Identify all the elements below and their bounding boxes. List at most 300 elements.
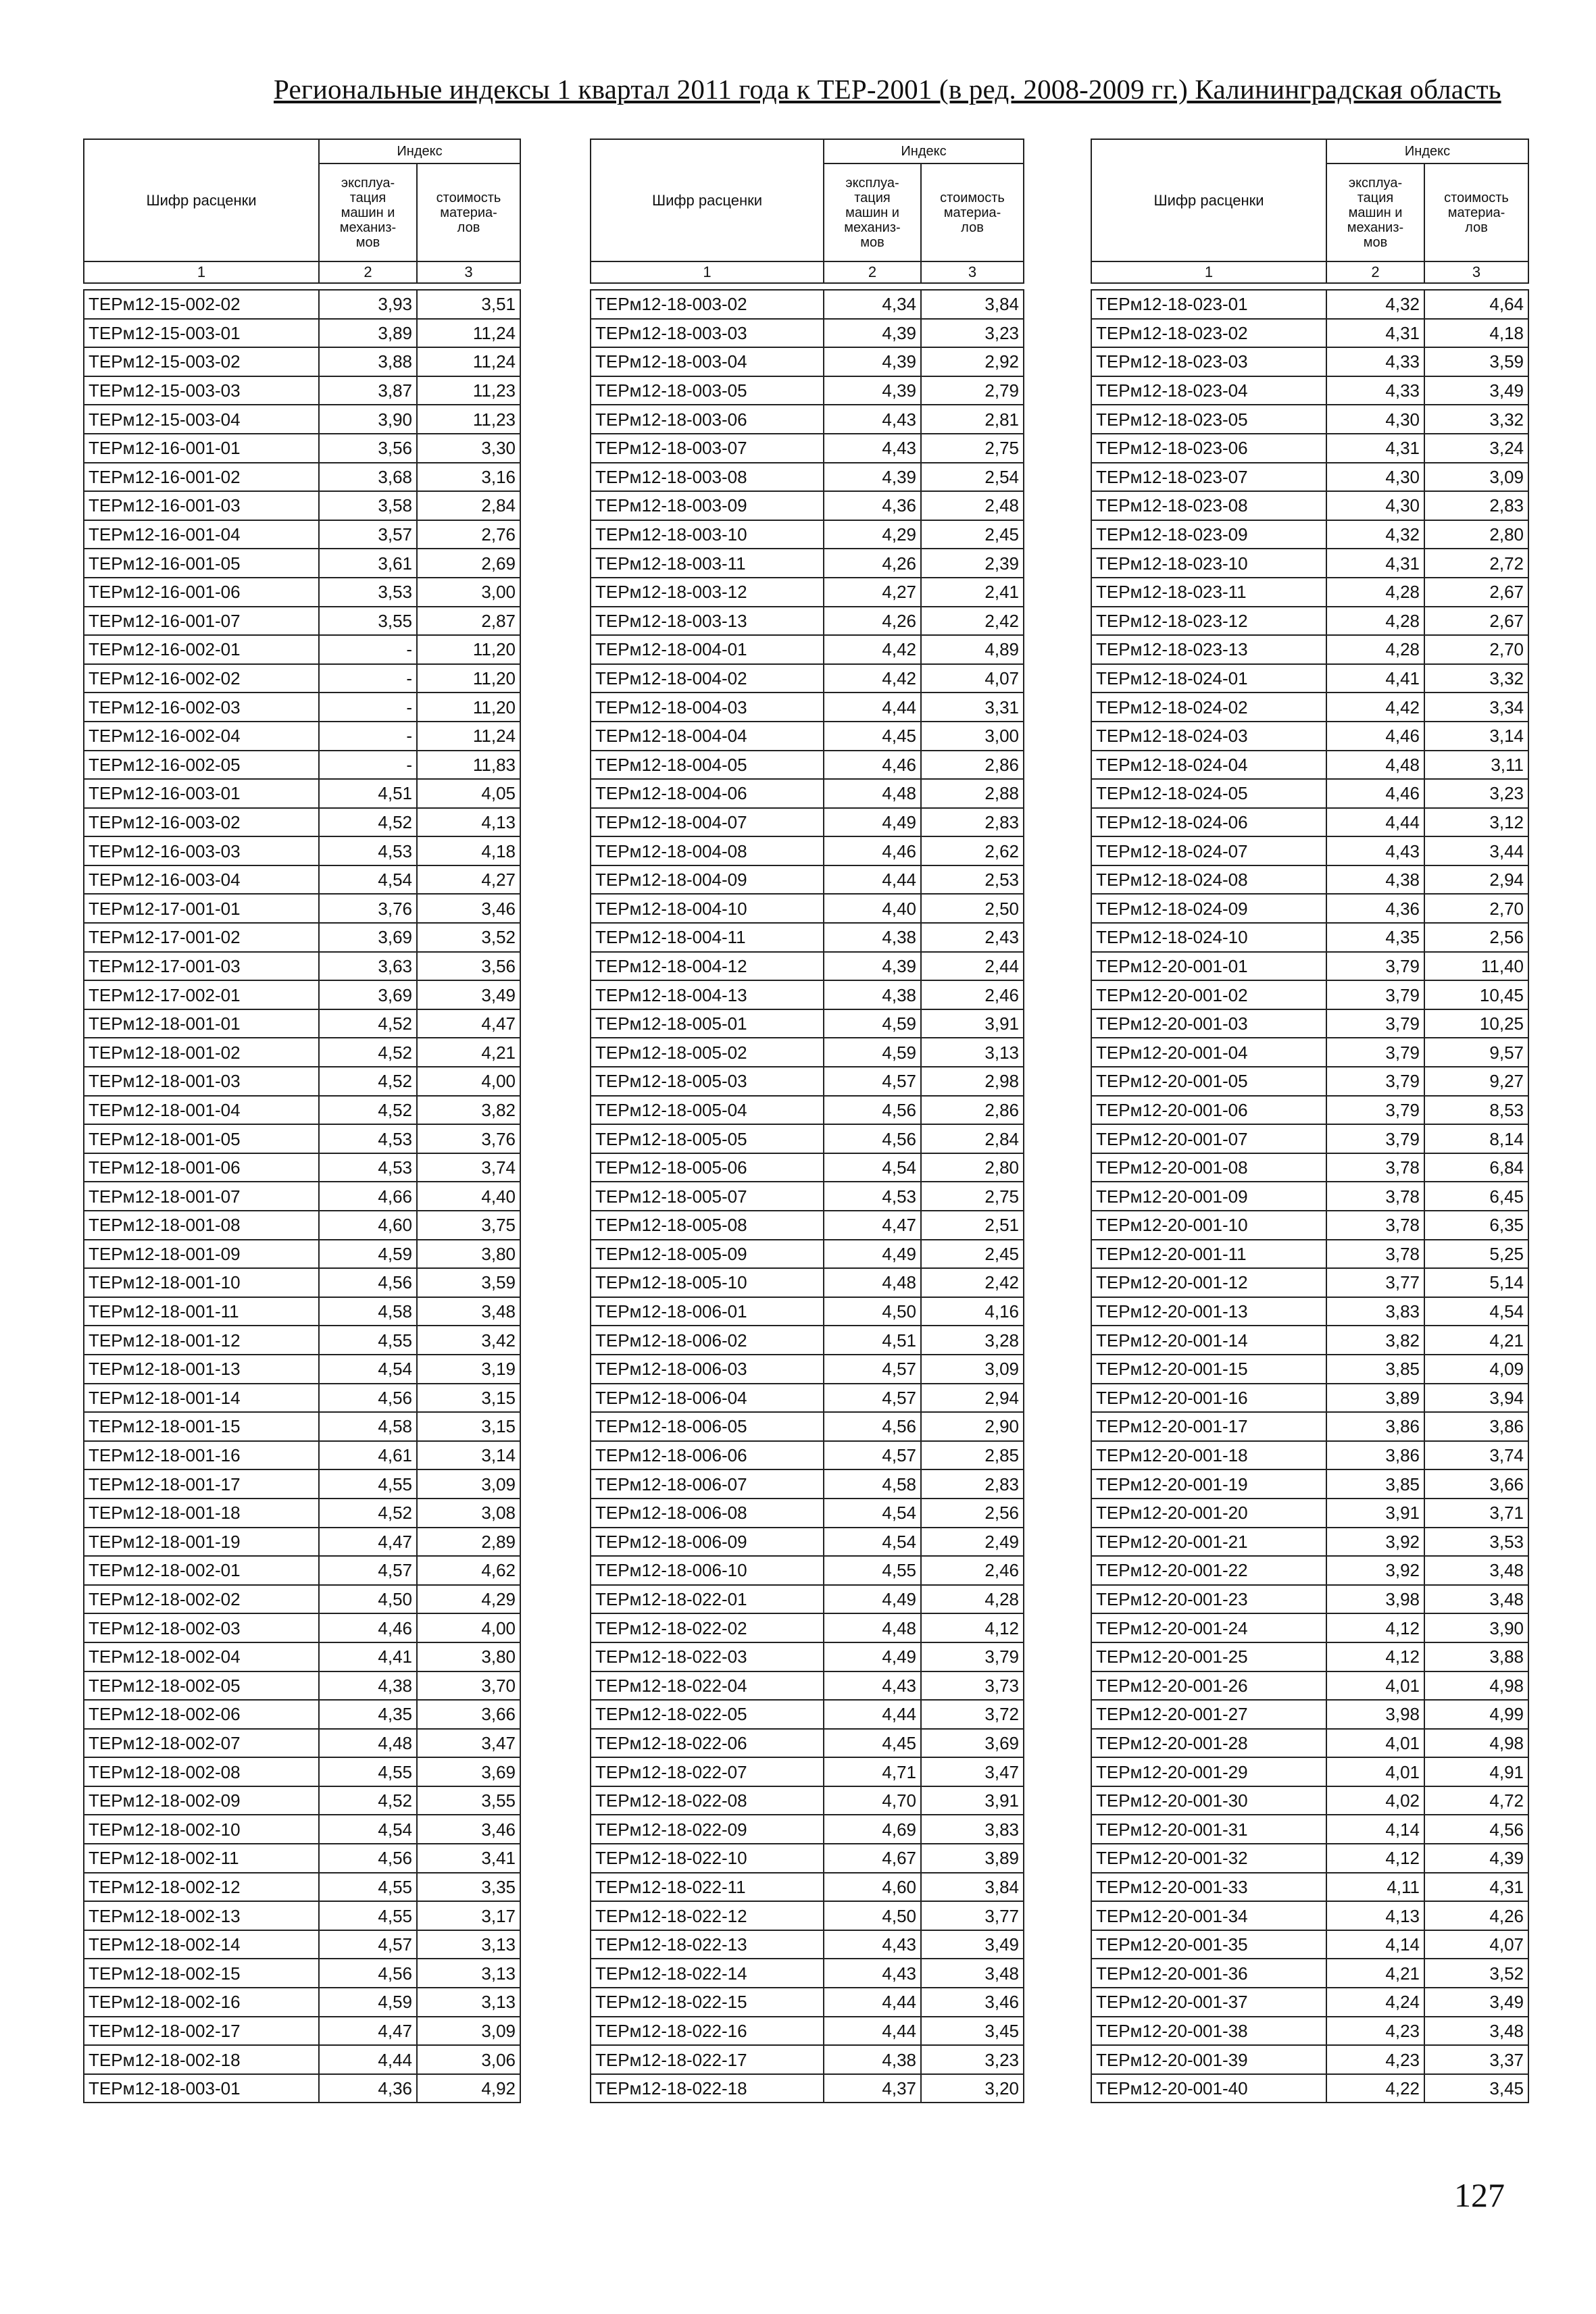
rate-code-cell: ТЕРм12-18-005-05	[591, 1124, 824, 1153]
materials-index-cell: 2,75	[921, 434, 1024, 463]
header-gap	[1091, 283, 1528, 290]
materials-index-cell: 2,49	[921, 1528, 1024, 1557]
rate-code-cell: ТЕРм12-20-001-39	[1091, 2045, 1326, 2074]
rate-code-cell: ТЕРм12-16-002-01	[84, 635, 319, 664]
operation-index-cell: 3,57	[319, 520, 417, 549]
materials-index-cell: 3,48	[921, 1959, 1024, 1988]
rate-code-cell: ТЕРм12-18-024-01	[1091, 664, 1326, 693]
operation-index-cell: 4,22	[1326, 2074, 1424, 2103]
materials-index-cell: 3,75	[417, 1211, 520, 1240]
operation-index-cell: 4,66	[319, 1182, 417, 1211]
table-row	[84, 1441, 520, 1470]
rate-code-cell: ТЕРм12-18-022-16	[591, 2017, 824, 2046]
operation-index-cell: 4,44	[824, 2017, 921, 2046]
header-line: стоимость	[1444, 190, 1509, 205]
rate-code-cell: ТЕРм12-18-022-14	[591, 1959, 824, 1988]
rate-code-cell: ТЕРм12-18-001-02	[84, 1038, 319, 1067]
index-table-2	[590, 139, 1024, 2103]
table-row	[84, 1038, 520, 1067]
rate-code-cell: ТЕРм12-18-004-10	[591, 894, 824, 923]
materials-index-cell: 3,13	[417, 1988, 520, 2017]
operation-index-cell: 4,44	[824, 865, 921, 895]
operation-index-cell: 4,58	[824, 1469, 921, 1499]
rate-code-cell: ТЕРм12-20-001-25	[1091, 1642, 1326, 1671]
table-row	[84, 347, 520, 376]
operation-index-cell: 4,52	[319, 808, 417, 837]
rate-code-cell: ТЕРм12-20-001-22	[1091, 1556, 1326, 1585]
operation-index-cell: 4,39	[824, 952, 921, 981]
materials-index-cell: 4,54	[1424, 1297, 1528, 1326]
rate-code-cell: ТЕРм12-18-001-13	[84, 1355, 319, 1384]
rate-code-cell: ТЕРм12-18-002-05	[84, 1671, 319, 1701]
materials-index-cell: 4,89	[921, 635, 1024, 664]
materials-index-cell: 3,47	[417, 1729, 520, 1758]
operation-index-cell: 4,28	[1326, 578, 1424, 607]
operation-index-cell: 4,43	[824, 1671, 921, 1701]
materials-index-cell: 2,56	[1424, 923, 1528, 952]
materials-index-cell: 2,45	[921, 520, 1024, 549]
table-row	[591, 635, 1024, 664]
header-line: машин и	[341, 205, 395, 220]
operation-index-cell: 4,56	[824, 1412, 921, 1441]
operation-index-cell: 4,12	[1326, 1613, 1424, 1642]
materials-index-cell: 3,74	[1424, 1441, 1528, 1470]
table-row	[1091, 1901, 1528, 1930]
materials-index-cell: 2,86	[921, 751, 1024, 780]
rate-code-cell: ТЕРм12-18-023-07	[1091, 463, 1326, 492]
rate-code-cell: ТЕРм12-18-001-08	[84, 1211, 319, 1240]
rate-code-cell: ТЕРм12-18-024-04	[1091, 751, 1326, 780]
table-row	[591, 347, 1024, 376]
table-row	[591, 405, 1024, 434]
materials-index-cell: 2,46	[921, 1556, 1024, 1585]
operation-index-cell: 3,53	[319, 578, 417, 607]
table-row	[84, 463, 520, 492]
spacer	[84, 283, 520, 290]
operation-index-cell: 4,50	[824, 1901, 921, 1930]
column-header-operation	[319, 164, 417, 261]
rate-code-cell: ТЕРм12-18-004-09	[591, 865, 824, 895]
materials-index-cell: 3,82	[417, 1096, 520, 1125]
operation-index-cell: 4,44	[824, 693, 921, 722]
materials-index-cell: 2,70	[1424, 635, 1528, 664]
rate-code-cell: ТЕРм12-18-001-04	[84, 1096, 319, 1125]
table-row	[591, 1124, 1024, 1153]
table-row	[591, 836, 1024, 865]
table-row	[1091, 1268, 1528, 1297]
operation-index-cell: 4,13	[1326, 1901, 1424, 1930]
operation-index-cell: 3,88	[319, 347, 417, 376]
materials-index-cell: 4,99	[1424, 1700, 1528, 1729]
rate-code-cell: ТЕРм12-18-024-02	[1091, 693, 1326, 722]
header-line: лов	[961, 220, 984, 235]
operation-index-cell: 4,56	[319, 1844, 417, 1873]
operation-index-cell: 4,44	[824, 1700, 921, 1729]
table-row	[1091, 319, 1528, 348]
rate-code-cell: ТЕРм12-18-024-06	[1091, 808, 1326, 837]
rate-code-cell: ТЕРм12-18-005-01	[591, 1009, 824, 1038]
rate-code-cell: ТЕРм12-16-001-06	[84, 578, 319, 607]
page-title: Региональные индексы 1 квартал 2011 года к ТЕР-2001 (в ред. 2008-2009 гг.) Калининградская область	[274, 74, 1501, 105]
rate-code-cell: ТЕРм12-18-003-10	[591, 520, 824, 549]
materials-index-cell: 3,70	[417, 1671, 520, 1701]
operation-index-cell: -	[319, 722, 417, 751]
materials-index-cell: 3,35	[417, 1873, 520, 1902]
rate-code-cell: ТЕРм12-20-001-38	[1091, 2017, 1326, 2046]
table-row	[1091, 1757, 1528, 1786]
operation-index-cell: 4,39	[824, 347, 921, 376]
rate-code-cell: ТЕРм12-18-023-02	[1091, 319, 1326, 348]
materials-index-cell: 2,83	[921, 1469, 1024, 1499]
operation-index-cell: 3,55	[319, 607, 417, 636]
materials-index-cell: 4,91	[1424, 1757, 1528, 1786]
rate-code-cell: ТЕРм12-20-001-20	[1091, 1499, 1326, 1528]
table-row	[591, 520, 1024, 549]
table-row	[1091, 865, 1528, 895]
rate-code-cell: ТЕРм12-17-001-02	[84, 923, 319, 952]
table-row	[591, 1355, 1024, 1384]
operation-index-cell: 3,93	[319, 290, 417, 319]
operation-index-cell: 4,24	[1326, 1988, 1424, 2017]
rate-code-cell: ТЕРм12-18-024-09	[1091, 894, 1326, 923]
materials-index-cell: 3,48	[1424, 1556, 1528, 1585]
materials-index-cell: 2,46	[921, 980, 1024, 1009]
table-row	[1091, 1096, 1528, 1125]
operation-index-cell: 4,48	[824, 1613, 921, 1642]
rate-code-cell: ТЕРм12-18-002-03	[84, 1613, 319, 1642]
table-row	[591, 1930, 1024, 1959]
materials-index-cell: 3,46	[417, 1815, 520, 1844]
operation-index-cell: 3,78	[1326, 1153, 1424, 1182]
operation-index-cell: 4,70	[824, 1786, 921, 1815]
rate-code-cell: ТЕРм12-18-002-17	[84, 2017, 319, 2046]
materials-index-cell: 2,85	[921, 1441, 1024, 1470]
table-row	[1091, 1211, 1528, 1240]
rate-code-cell: ТЕРм12-18-023-08	[1091, 491, 1326, 520]
materials-index-cell: 2,41	[921, 578, 1024, 607]
materials-index-cell: 3,59	[417, 1268, 520, 1297]
materials-index-cell: 4,09	[1424, 1355, 1528, 1384]
materials-index-cell: 3,20	[921, 2074, 1024, 2103]
operation-index-cell: 4,57	[824, 1441, 921, 1470]
operation-index-cell: 4,54	[319, 1355, 417, 1384]
header-line: механиз-	[339, 220, 397, 235]
materials-index-cell: 4,98	[1424, 1729, 1528, 1758]
rate-code-cell: ТЕРм12-20-001-40	[1091, 2074, 1326, 2103]
rate-code-cell: ТЕРм12-18-001-10	[84, 1268, 319, 1297]
rate-code-cell: ТЕРм12-18-005-09	[591, 1240, 824, 1269]
rate-code-cell: ТЕРм12-20-001-17	[1091, 1412, 1326, 1441]
operation-index-cell: 4,48	[319, 1729, 417, 1758]
table-row	[1091, 549, 1528, 578]
rate-code-cell: ТЕРм12-18-001-17	[84, 1469, 319, 1499]
rate-code-cell: ТЕРм12-16-001-07	[84, 607, 319, 636]
table-row	[591, 1873, 1024, 1902]
table-row	[1091, 1009, 1528, 1038]
materials-index-cell: 3,37	[1424, 2045, 1528, 2074]
table-row	[1091, 808, 1528, 837]
materials-index-cell: 3,08	[417, 1499, 520, 1528]
table-row	[1091, 1930, 1528, 1959]
materials-index-cell: 3,23	[921, 319, 1024, 348]
table-row	[84, 1815, 520, 1844]
rate-code-cell: ТЕРм12-17-001-03	[84, 952, 319, 981]
rate-code-cell: ТЕРм12-18-002-01	[84, 1556, 319, 1585]
materials-index-cell: 2,75	[921, 1182, 1024, 1211]
rate-code-cell: ТЕРм12-18-002-18	[84, 2045, 319, 2074]
operation-index-cell: 4,44	[824, 1988, 921, 2017]
rate-code-cell: ТЕРм12-20-001-36	[1091, 1959, 1326, 1988]
table-row	[1091, 722, 1528, 751]
materials-index-cell: 3,34	[1424, 693, 1528, 722]
rate-code-cell: ТЕРм12-15-002-02	[84, 290, 319, 319]
table-row	[591, 1671, 1024, 1701]
table-row	[84, 836, 520, 865]
materials-index-cell: 2,69	[417, 549, 520, 578]
rate-code-cell: ТЕРм12-18-004-07	[591, 808, 824, 837]
rate-code-cell: ТЕРм12-18-001-05	[84, 1124, 319, 1153]
operation-index-cell: 4,32	[1326, 520, 1424, 549]
table-row	[1091, 1182, 1528, 1211]
materials-index-cell: 3,86	[1424, 1412, 1528, 1441]
operation-index-cell: 4,02	[1326, 1786, 1424, 1815]
materials-index-cell: 3,14	[417, 1441, 520, 1470]
materials-index-cell: 3,48	[1424, 2017, 1528, 2046]
operation-index-cell: 4,52	[319, 1499, 417, 1528]
materials-index-cell: 3,69	[417, 1757, 520, 1786]
operation-index-cell: 3,79	[1326, 1124, 1424, 1153]
materials-index-cell: 2,76	[417, 520, 520, 549]
table-row	[591, 1096, 1024, 1125]
table-row	[84, 1412, 520, 1441]
operation-index-cell: 4,57	[319, 1930, 417, 1959]
operation-index-cell: 4,60	[824, 1873, 921, 1902]
operation-index-cell: 4,47	[319, 2017, 417, 2046]
rate-code-cell: ТЕРм12-18-023-03	[1091, 347, 1326, 376]
operation-index-cell: 4,01	[1326, 1729, 1424, 1758]
header-line: эксплуа-	[845, 175, 899, 191]
operation-index-cell: 4,42	[1326, 693, 1424, 722]
rate-code-cell: ТЕРм12-18-003-01	[84, 2074, 319, 2103]
operation-index-cell: 4,26	[824, 607, 921, 636]
table-row	[1091, 1153, 1528, 1182]
table-row	[1091, 980, 1528, 1009]
rate-code-cell: ТЕРм12-18-005-07	[591, 1182, 824, 1211]
rate-code-cell: ТЕРм12-18-004-06	[591, 779, 824, 808]
operation-index-cell: 4,54	[319, 865, 417, 895]
table-row	[1091, 1556, 1528, 1585]
table-row	[84, 520, 520, 549]
materials-index-cell: 3,45	[921, 2017, 1024, 2046]
table-row	[591, 693, 1024, 722]
table-row	[1091, 1700, 1528, 1729]
header-row	[591, 139, 1024, 164]
operation-index-cell: 4,23	[1326, 2017, 1424, 2046]
table-row	[1091, 1124, 1528, 1153]
rate-code-cell: ТЕРм12-16-001-02	[84, 463, 319, 492]
operation-index-cell: 3,69	[319, 923, 417, 952]
operation-index-cell: 4,26	[824, 549, 921, 578]
table-row	[1091, 1671, 1528, 1701]
materials-index-cell: 3,52	[417, 923, 520, 952]
operation-index-cell: 4,47	[824, 1211, 921, 1240]
operation-index-cell: 4,51	[824, 1326, 921, 1355]
operation-index-cell: 3,56	[319, 434, 417, 463]
operation-index-cell: 4,30	[1326, 463, 1424, 492]
materials-index-cell: 11,20	[417, 635, 520, 664]
operation-index-cell: 4,47	[319, 1528, 417, 1557]
operation-index-cell: 4,39	[824, 319, 921, 348]
operation-index-cell: 4,52	[319, 1038, 417, 1067]
header-line: тация	[854, 190, 891, 205]
operation-index-cell: 4,51	[319, 779, 417, 808]
table-row	[591, 1268, 1024, 1297]
materials-index-cell: 3,06	[417, 2045, 520, 2074]
table-row	[1091, 1038, 1528, 1067]
table-row	[591, 1844, 1024, 1873]
operation-index-cell: 4,57	[824, 1067, 921, 1096]
table-row	[84, 1240, 520, 1269]
table-row	[84, 1297, 520, 1326]
operation-index-cell: 4,35	[1326, 923, 1424, 952]
rate-code-cell: ТЕРм12-18-022-06	[591, 1729, 824, 1758]
operation-index-cell: 3,89	[1326, 1384, 1424, 1413]
operation-index-cell: 3,79	[1326, 1096, 1424, 1125]
table-row	[591, 1412, 1024, 1441]
rate-code-cell: ТЕРм12-18-024-03	[1091, 722, 1326, 751]
materials-index-cell: 2,94	[921, 1384, 1024, 1413]
operation-index-cell: 3,86	[1326, 1412, 1424, 1441]
materials-index-cell: 2,86	[921, 1096, 1024, 1125]
materials-index-cell: 3,24	[1424, 434, 1528, 463]
materials-index-cell: 3,49	[921, 1930, 1024, 1959]
operation-index-cell: 4,45	[824, 722, 921, 751]
materials-index-cell: 3,84	[921, 1873, 1024, 1902]
operation-index-cell: 4,11	[1326, 1873, 1424, 1902]
table-row	[591, 434, 1024, 463]
materials-index-cell: 3,66	[1424, 1469, 1528, 1499]
rate-code-cell: ТЕРм12-20-001-14	[1091, 1326, 1326, 1355]
table-row	[84, 1384, 520, 1413]
materials-index-cell: 3,15	[417, 1384, 520, 1413]
materials-index-cell: 3,14	[1424, 722, 1528, 751]
rate-code-cell: ТЕРм12-18-003-12	[591, 578, 824, 607]
materials-index-cell: 2,42	[921, 607, 1024, 636]
materials-index-cell: 2,87	[417, 607, 520, 636]
operation-index-cell: 3,58	[319, 491, 417, 520]
table-row	[591, 1240, 1024, 1269]
operation-index-cell: 4,30	[1326, 405, 1424, 434]
table-row	[84, 1067, 520, 1096]
table-row	[84, 894, 520, 923]
operation-index-cell: 4,58	[319, 1412, 417, 1441]
table-row	[1091, 2045, 1528, 2074]
column-number: 2	[319, 261, 417, 283]
rate-code-cell: ТЕРм12-18-022-02	[591, 1613, 824, 1642]
table-row	[84, 1901, 520, 1930]
column-number: 1	[84, 261, 319, 283]
table-row	[591, 1729, 1024, 1758]
materials-index-cell: 3,80	[417, 1642, 520, 1671]
rate-code-cell: ТЕРм12-18-023-04	[1091, 376, 1326, 405]
materials-index-cell: 3,79	[921, 1642, 1024, 1671]
operation-index-cell: 3,90	[319, 405, 417, 434]
operation-index-cell: 4,49	[824, 1240, 921, 1269]
table-row	[1091, 376, 1528, 405]
operation-index-cell: 4,57	[824, 1384, 921, 1413]
materials-index-cell: 4,29	[417, 1585, 520, 1614]
materials-index-cell: 8,53	[1424, 1096, 1528, 1125]
materials-index-cell: 5,14	[1424, 1268, 1528, 1297]
table-row	[84, 607, 520, 636]
index-table-1	[83, 139, 521, 2103]
operation-index-cell: 4,50	[824, 1297, 921, 1326]
table-row	[84, 2045, 520, 2074]
operation-index-cell: 4,39	[824, 463, 921, 492]
table-row	[84, 952, 520, 981]
materials-index-cell: 3,19	[417, 1355, 520, 1384]
table-row	[1091, 1297, 1528, 1326]
operation-index-cell: 4,38	[1326, 865, 1424, 895]
operation-index-cell: 4,35	[319, 1700, 417, 1729]
materials-index-cell: 6,35	[1424, 1211, 1528, 1240]
operation-index-cell: 4,46	[319, 1613, 417, 1642]
rate-code-cell: ТЕРм12-18-023-01	[1091, 290, 1326, 319]
operation-index-cell: 4,27	[824, 578, 921, 607]
materials-index-cell: 4,18	[417, 836, 520, 865]
operation-index-cell: 4,44	[319, 2045, 417, 2074]
rate-code-cell: ТЕРм12-15-003-03	[84, 376, 319, 405]
rate-code-cell: ТЕРм12-18-002-11	[84, 1844, 319, 1873]
table-row	[591, 1038, 1024, 1067]
rate-code-cell: ТЕРм12-18-023-06	[1091, 434, 1326, 463]
operation-index-cell: 4,52	[319, 1067, 417, 1096]
table-row	[591, 290, 1024, 319]
materials-index-cell: 4,05	[417, 779, 520, 808]
materials-index-cell: 3,74	[417, 1153, 520, 1182]
operation-index-cell: 4,56	[319, 1959, 417, 1988]
materials-index-cell: 11,40	[1424, 952, 1528, 981]
column-number: 3	[1424, 261, 1528, 283]
column-number: 3	[417, 261, 520, 283]
operation-index-cell: 4,34	[824, 290, 921, 319]
rate-code-cell: ТЕРм12-20-001-29	[1091, 1757, 1326, 1786]
rate-code-cell: ТЕРм12-18-023-10	[1091, 549, 1326, 578]
rate-code-cell: ТЕРм12-18-001-01	[84, 1009, 319, 1038]
materials-index-cell: 11,24	[417, 319, 520, 348]
table-row	[1091, 1240, 1528, 1269]
rate-code-cell: ТЕРм12-18-005-10	[591, 1268, 824, 1297]
rate-code-cell: ТЕРм12-18-001-15	[84, 1412, 319, 1441]
rate-code-cell: ТЕРм12-20-001-03	[1091, 1009, 1326, 1038]
operation-index-cell: 4,54	[824, 1499, 921, 1528]
column-number: 2	[824, 261, 921, 283]
materials-index-cell: 2,56	[921, 1499, 1024, 1528]
table-row	[1091, 894, 1528, 923]
header-row	[1091, 139, 1528, 164]
table-row	[591, 1009, 1024, 1038]
numbering-row	[1091, 261, 1528, 283]
rate-code-cell: ТЕРм12-16-001-01	[84, 434, 319, 463]
operation-index-cell: 4,38	[319, 1671, 417, 1701]
operation-index-cell: 3,92	[1326, 1528, 1424, 1557]
materials-index-cell: 3,73	[921, 1671, 1024, 1701]
rate-code-cell: ТЕРм12-16-003-03	[84, 836, 319, 865]
materials-index-cell: 3,83	[921, 1815, 1024, 1844]
rate-code-cell: ТЕРм12-18-002-07	[84, 1729, 319, 1758]
operation-index-cell: 4,58	[319, 1297, 417, 1326]
materials-index-cell: 2,89	[417, 1528, 520, 1557]
